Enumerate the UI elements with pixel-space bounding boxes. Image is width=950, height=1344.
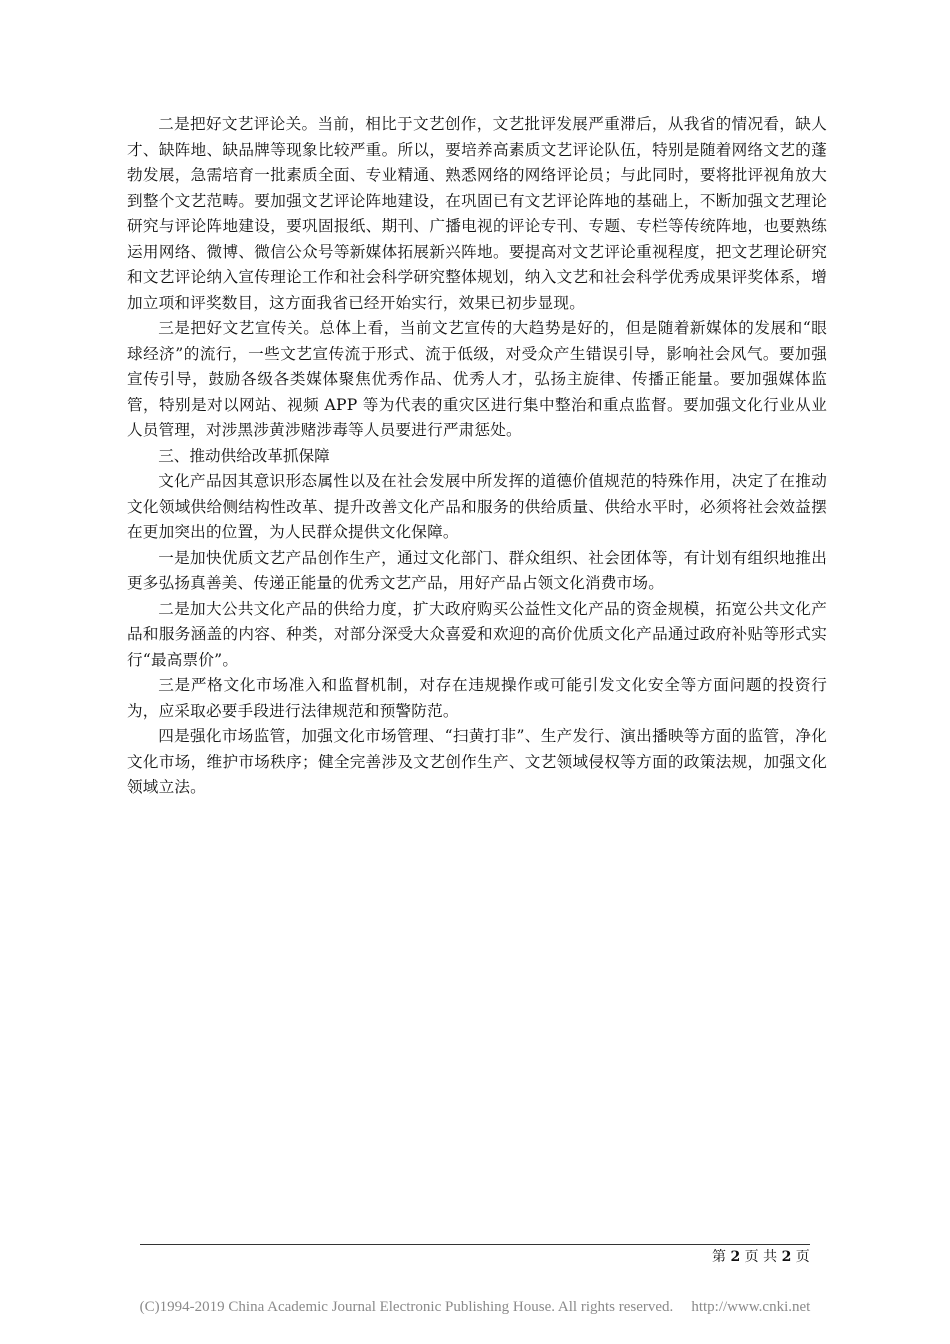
paragraph-point-three: 三是严格文化市场准入和监督机制，对存在违规操作或可能引发文化安全等方面问题的投资行为，应采取必要手段进行法律规范和预警防范。 <box>127 676 827 720</box>
paragraph-point-one: 一是加快优质文艺产品创作生产，通过文化部门、群众组织、社会团体等，有计划有组织地推出更多弘扬真善美、传递正能量的优秀文艺产品，用好产品占领文化消费市场。 <box>127 548 827 592</box>
paragraph-cultural-products: 文化产品因其意识形态属性以及在社会发展中所发挥的道德价值规范的特殊作用，决定了在推动文化领域供给侧结构性改革、提升改善文化产品和服务的供给质量、供给水平时，必须将社会效益摆在更加突出的位置，为人民群众提供文化保障。 <box>127 472 827 541</box>
page-prefix: 第 <box>712 1249 726 1265</box>
page-mid: 页 共 <box>744 1249 778 1265</box>
footer-divider <box>140 1244 810 1245</box>
copyright-footer <box>0 1298 950 1316</box>
copyright-notice: (C)1994-2019 China Academic Journal Electronic Publishing House. All rights reserved. <box>139 1299 674 1315</box>
page-total: 2 <box>781 1249 792 1265</box>
article-body <box>127 112 827 801</box>
paragraph-literary-publicity: 三是把好文艺宣传关。总体上看，当前文艺宣传的大趋势是好的，但是随着新媒体的发展和“眼球经济”的流行，一些文艺宣传流于形式、流于低级，对受众产生错误引导，影响社会风气。要加强宣传引导，鼓励各级各类媒体聚焦优秀作品、优秀人才，弘扬主旋律、传播正能量。要加强媒体监管，特别是对以网站、视频 APP 等为代表的重灾区进行集中整治和重点监督。要加强文化行业从业人员管理，对涉黑涉黄涉赌涉毒等人员要进行严肃惩处。 <box>127 319 827 439</box>
page-number <box>712 1248 810 1266</box>
paragraph-literary-criticism: 二是把好文艺评论关。当前，相比于文艺创作，文艺批评发展严重滞后，从我省的情况看，缺人才、缺阵地、缺品牌等现象比较严重。所以，要培养高素质文艺评论队伍，特别是随着网络文艺的蓬勃发展，急需培育一批素质全面、专业精通、熟悉网络的网络评论员；与此同时，要将批评视角放大到整个文艺范畴。要加强文艺评论阵地建设，在巩固已有文艺评论阵地的基础上，不断加强文艺理论研究与评论阵地建设，要巩固报纸、期刊、广播电视的评论专刊、专题、专栏等传统阵地，也要熟练运用网络、微博、微信公众号等新媒体拓展新兴阵地。要提高对文艺评论重视程度，把文艺理论研究和文艺评论纳入宣传理论工作和社会科学研究整体规划，纳入文艺和社会科学优秀成果评奖体系，增加立项和评奖数目，这方面我省已经开始实行，效果已初步显现。 <box>127 115 827 312</box>
paragraph-point-two: 二是加大公共文化产品的供给力度，扩大政府购买公益性文化产品的资金规模，拓宽公共文化产品和服务涵盖的内容、种类，对部分深受大众喜爱和欢迎的高价优质文化产品通过政府补贴等形式实行“最高票价”。 <box>127 599 827 669</box>
paragraph-point-four: 四是强化市场监管，加强文化市场管理、“扫黄打非”、生产发行、演出播映等方面的监管，净化文化市场，维护市场秩序；健全完善涉及文艺创作生产、文艺领域侵权等方面的政策法规，加强文化领域立法。 <box>127 727 827 796</box>
copyright-url[interactable]: http://www.cnki.net <box>691 1299 811 1315</box>
section-heading-supply-reform: 三、推动供给改革抓保障 <box>158 446 330 465</box>
page-current: 2 <box>730 1249 741 1265</box>
page-suffix: 页 <box>795 1249 810 1265</box>
